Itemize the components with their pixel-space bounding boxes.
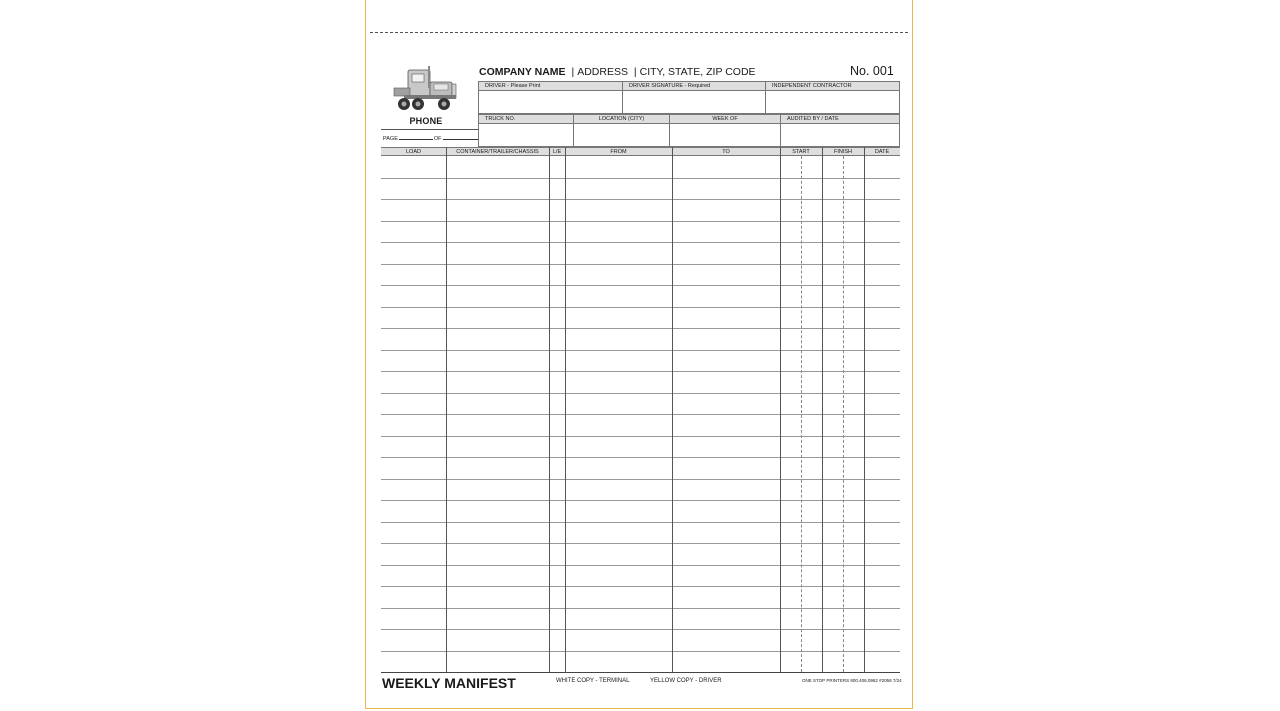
form-title: WEEKLY MANIFEST — [382, 675, 516, 691]
audited-header: AUDITED BY / DATE — [780, 114, 900, 124]
phone-label: PHONE — [409, 116, 443, 126]
audited-field[interactable] — [780, 124, 900, 147]
row-line — [381, 672, 900, 673]
col-finish: FINISH — [822, 147, 864, 156]
of-blank[interactable] — [443, 139, 479, 140]
col-from: FROM — [565, 147, 672, 156]
truck-icon — [390, 64, 462, 114]
column-line — [822, 147, 823, 672]
contractor-field[interactable] — [765, 91, 900, 114]
column-line — [780, 147, 781, 672]
perforation-line — [370, 32, 908, 33]
company-city: CITY, STATE, ZIP CODE — [639, 66, 756, 78]
col-to: TO — [672, 147, 780, 156]
column-line — [565, 147, 566, 672]
driver-field[interactable] — [478, 91, 623, 114]
truck-no-header: TRUCK NO. — [478, 114, 574, 124]
column-line — [549, 147, 550, 672]
page-of-field — [383, 136, 479, 142]
printer-credit: ONE STOP PRINTERS 800.406.0982 #2058 7/24 — [802, 678, 902, 683]
col-container: CONTAINER/TRAILER/CHASSIS — [446, 147, 549, 156]
location-header: LOCATION (CITY) — [573, 114, 670, 124]
location-field[interactable] — [573, 124, 670, 147]
column-line — [864, 147, 865, 672]
signature-header: DRIVER SIGNATURE - Required — [622, 81, 766, 91]
truck-no-field[interactable] — [478, 124, 574, 147]
white-copy-label: WHITE COPY - TERMINAL — [556, 678, 630, 684]
column-line — [446, 147, 447, 672]
separator: | — [571, 66, 575, 78]
week-of-field[interactable] — [669, 124, 781, 147]
company-name: COMPANY NAME — [479, 66, 566, 78]
contractor-header: INDEPENDENT CONTRACTOR — [765, 81, 900, 91]
manifest-form — [365, 0, 913, 709]
week-of-header: WEEK OF — [669, 114, 781, 124]
company-address: ADDRESS — [577, 66, 628, 78]
col-start: START — [780, 147, 822, 156]
logo-divider — [381, 129, 479, 130]
form-number: No. 001 — [850, 64, 894, 78]
time-divider — [801, 156, 802, 672]
col-le: L/E — [549, 147, 565, 156]
page-label: PAGE — [383, 136, 398, 142]
col-load: LOAD — [381, 147, 446, 156]
col-date: DATE — [864, 147, 900, 156]
company-header — [479, 66, 756, 78]
time-divider — [843, 156, 844, 672]
yellow-copy-label: YELLOW COPY - DRIVER — [650, 678, 722, 684]
separator: | — [633, 66, 637, 78]
signature-field[interactable] — [622, 91, 766, 114]
column-line — [672, 147, 673, 672]
driver-header: DRIVER - Please Print — [478, 81, 623, 91]
of-label: OF — [433, 136, 442, 142]
page-blank[interactable] — [399, 139, 433, 140]
